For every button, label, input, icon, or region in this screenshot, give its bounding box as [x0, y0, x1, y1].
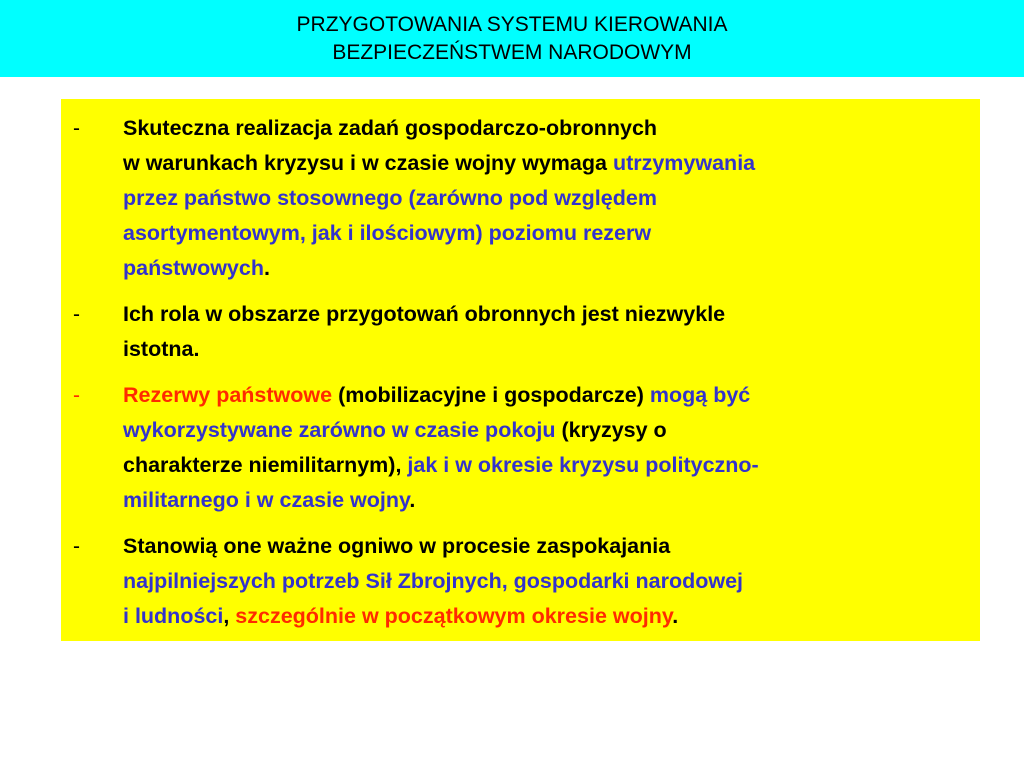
text-segment: i ludności — [123, 604, 224, 628]
text-segment: charakterze niemilitarnym), — [123, 453, 408, 477]
text-segment: najpilniejszych potrzeb Sił Zbrojnych, gospodarki narodowej — [123, 569, 744, 593]
bullet-line — [123, 483, 972, 518]
text-segment: jak i w okresie kryzysu polityczno- — [407, 453, 759, 477]
bullet-line — [123, 297, 972, 332]
bullet-line — [123, 181, 972, 216]
bullet-dash: - — [73, 535, 80, 558]
text-segment: (kryzysy o — [561, 418, 667, 442]
bullet-line — [123, 146, 972, 181]
text-segment: wykorzystywane zarówno w czasie pokoju — [123, 418, 562, 442]
bullet-line — [123, 564, 972, 599]
text-segment: Ich rola w obszarze przygotowań obronnych jest niezwykle — [123, 302, 726, 326]
bullet-line — [123, 216, 972, 251]
text-segment: przez państwo stosownego (zarówno pod względem — [123, 186, 657, 210]
text-segment: (mobilizacyjne i gospodarcze) — [338, 383, 650, 407]
text-segment: szczególnie w początkowym okresie wojny — [235, 604, 673, 628]
bullet-line — [123, 251, 972, 286]
bullet-dash: - — [73, 384, 80, 407]
text-segment: Stanowią one ważne ogniwo w procesie zaspokajania — [123, 534, 671, 558]
text-segment: asortymentowym, jak i ilościowym) poziomu rezerw — [123, 221, 652, 245]
bullet-item — [61, 378, 980, 518]
text-segment: utrzymywania — [612, 151, 756, 175]
text-segment: , — [223, 604, 236, 628]
bullet-line — [123, 378, 972, 413]
bullet-dash: - — [73, 117, 80, 140]
text-segment: istotna. — [123, 337, 200, 361]
text-segment: Rezerwy państwowe — [123, 383, 339, 407]
bullet-line — [123, 529, 972, 564]
bullet-dash: - — [73, 303, 80, 326]
text-segment: mogą być — [649, 383, 751, 407]
slide-header — [0, 0, 1024, 77]
text-segment: . — [263, 256, 270, 280]
text-segment: . — [409, 488, 416, 512]
text-segment: państwowych — [123, 256, 264, 280]
bullet-line — [123, 413, 972, 448]
bullet-item — [61, 111, 980, 286]
bullet-item — [61, 297, 980, 367]
slide-title-line-2: BEZPIECZEŃSTWEM NARODOWYM — [332, 40, 692, 64]
content-box — [61, 99, 980, 641]
bullet-line — [123, 448, 972, 483]
bullet-line — [123, 111, 972, 146]
bullet-line — [123, 332, 972, 367]
slide-title-line-1: PRZYGOTOWANIA SYSTEMU KIEROWANIA — [296, 12, 728, 36]
bullet-line — [123, 599, 972, 634]
text-segment: w warunkach kryzysu i w czasie wojny wymaga — [123, 151, 613, 175]
bullet-item — [61, 529, 980, 634]
text-segment: . — [672, 604, 679, 628]
text-segment: militarnego i w czasie wojny — [123, 488, 410, 512]
text-segment: Skuteczna realizacja zadań gospodarczo-obronnych — [123, 116, 658, 140]
